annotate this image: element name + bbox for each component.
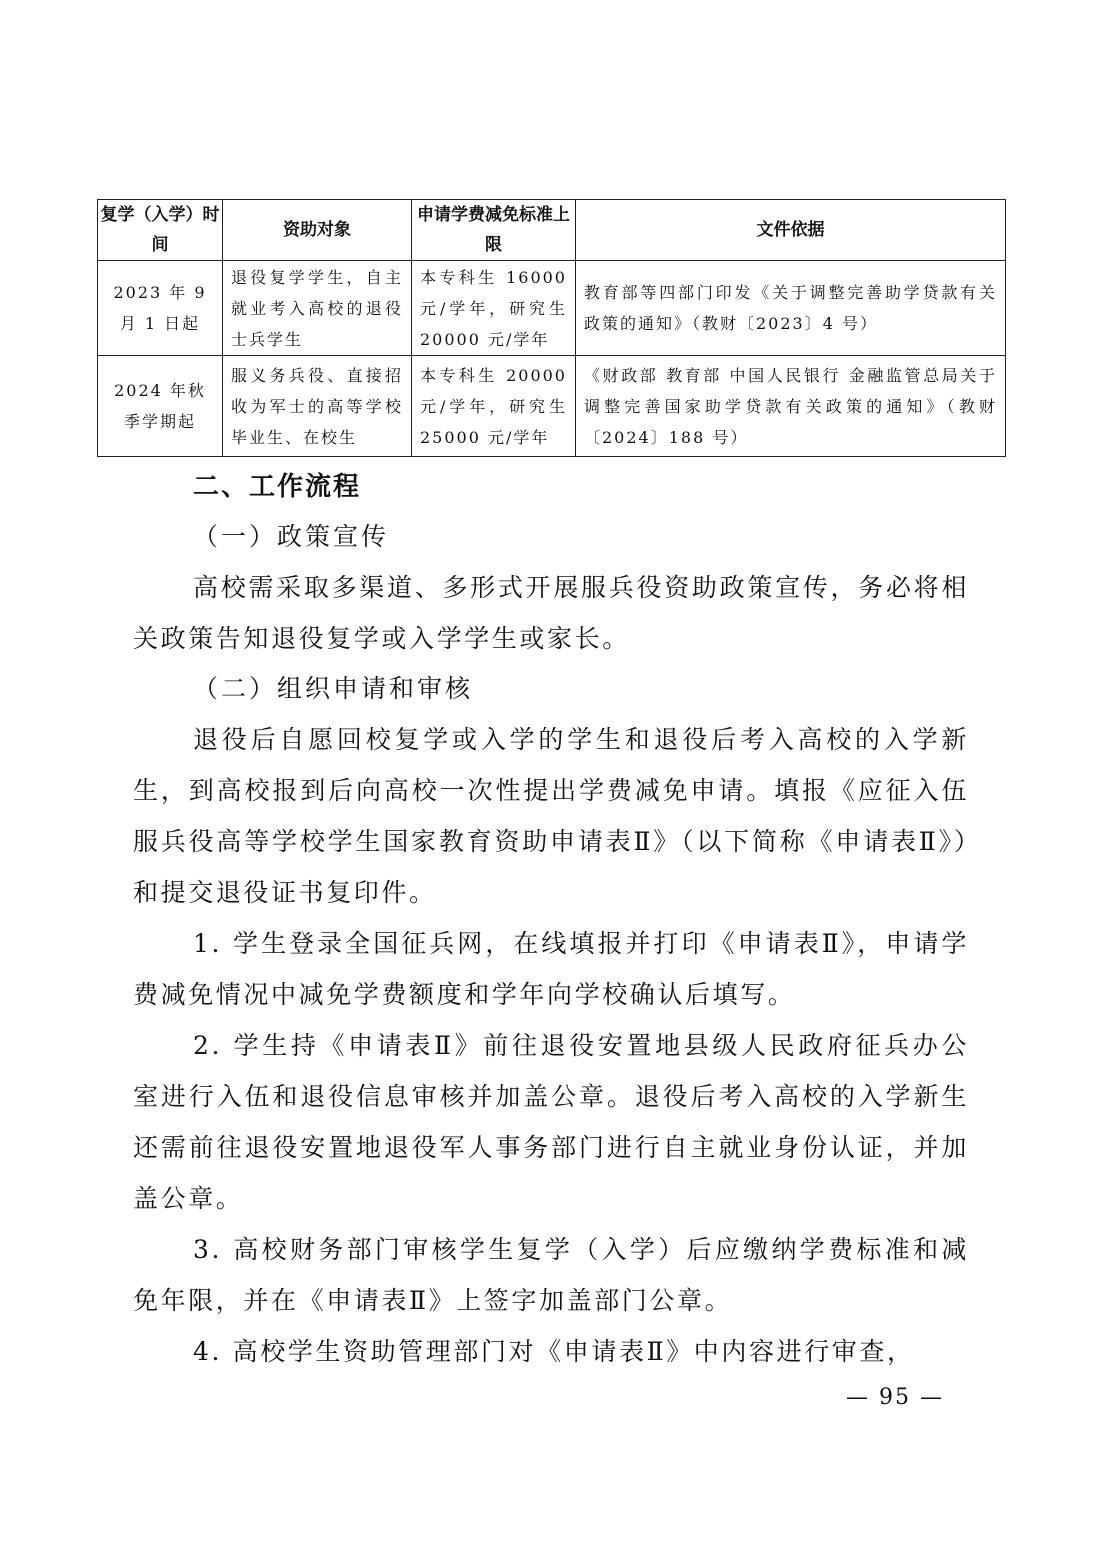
step-1-paragraph: 1. 学生登录全国征兵网，在线填报并打印《申请表Ⅱ》，申请学费减免情况中减免学费额度和学年向学校确认后填写。	[133, 929, 969, 1009]
document-body	[133, 462, 969, 1377]
cell-basis: 《财政部 教育部 中国人民银行 金融监管总局关于调整完善国家助学贷款有关政策的通知》（教财〔2024〕188 号）	[576, 356, 1006, 457]
page-number: — 95 —	[846, 1385, 944, 1410]
table-row	[98, 261, 1006, 356]
step-2-paragraph: 2. 学生持《申请表Ⅱ》前往退役安置地县级人民政府征兵办公室进行入伍和退役信息审核并加盖公章。退役后考入高校的入学新生还需前往退役安置地退役军人事务部门进行自主就业身份认证，并加盖公章。	[133, 1031, 969, 1213]
step-4-paragraph: 4. 高校学生资助管理部门对《申请表Ⅱ》中内容进行审查，	[193, 1337, 915, 1366]
cell-target: 服义务兵役、直接招收为军士的高等学校毕业生、在校生	[223, 356, 412, 457]
subsidy-table-container	[97, 199, 1005, 457]
cell-time: 2024 年秋季学期起	[98, 356, 223, 457]
table-header-row	[98, 200, 1006, 261]
header-target: 资助对象	[223, 200, 412, 261]
section-heading: 二、工作流程	[193, 472, 362, 502]
subsection-heading-publicity: （一）政策宣传	[193, 522, 390, 551]
subsection-heading-application: （二）组织申请和审核	[193, 674, 474, 703]
cell-basis: 教育部等四部门印发《关于调整完善助学贷款有关政策的通知》（教财〔2023〕4 号）	[576, 261, 1006, 356]
cell-target: 退役复学学生，自主就业考入高校的退役士兵学生	[223, 261, 412, 356]
step-3-paragraph: 3. 高校财务部门审核学生复学（入学）后应缴纳学费标准和减免年限，并在《申请表Ⅱ》上签字加盖部门公章。	[133, 1235, 969, 1315]
paragraph-application: 退役后自愿回校复学或入学的学生和退役后考入高校的入学新生，到高校报到后向高校一次性提出学费减免申请。填报《应征入伍服兵役高等学校学生国家教育资助申请表Ⅱ》（以下简称《申请表Ⅱ》）和提交退役证书复印件。	[133, 725, 969, 907]
header-time: 复学（入学）时间	[98, 200, 223, 261]
header-limit: 申请学费减免标准上限	[412, 200, 576, 261]
subsidy-table	[97, 199, 1006, 457]
header-basis: 文件依据	[576, 200, 1006, 261]
cell-limit: 本专科生 16000 元/学年，研究生 20000 元/学年	[412, 261, 576, 356]
cell-limit: 本专科生 20000 元/学年，研究生 25000 元/学年	[412, 356, 576, 457]
paragraph-publicity: 高校需采取多渠道、多形式开展服兵役资助政策宣传，务必将相关政策告知退役复学或入学学生或家长。	[133, 573, 969, 653]
cell-time: 2023 年 9 月 1 日起	[98, 261, 223, 356]
table-row	[98, 356, 1006, 457]
